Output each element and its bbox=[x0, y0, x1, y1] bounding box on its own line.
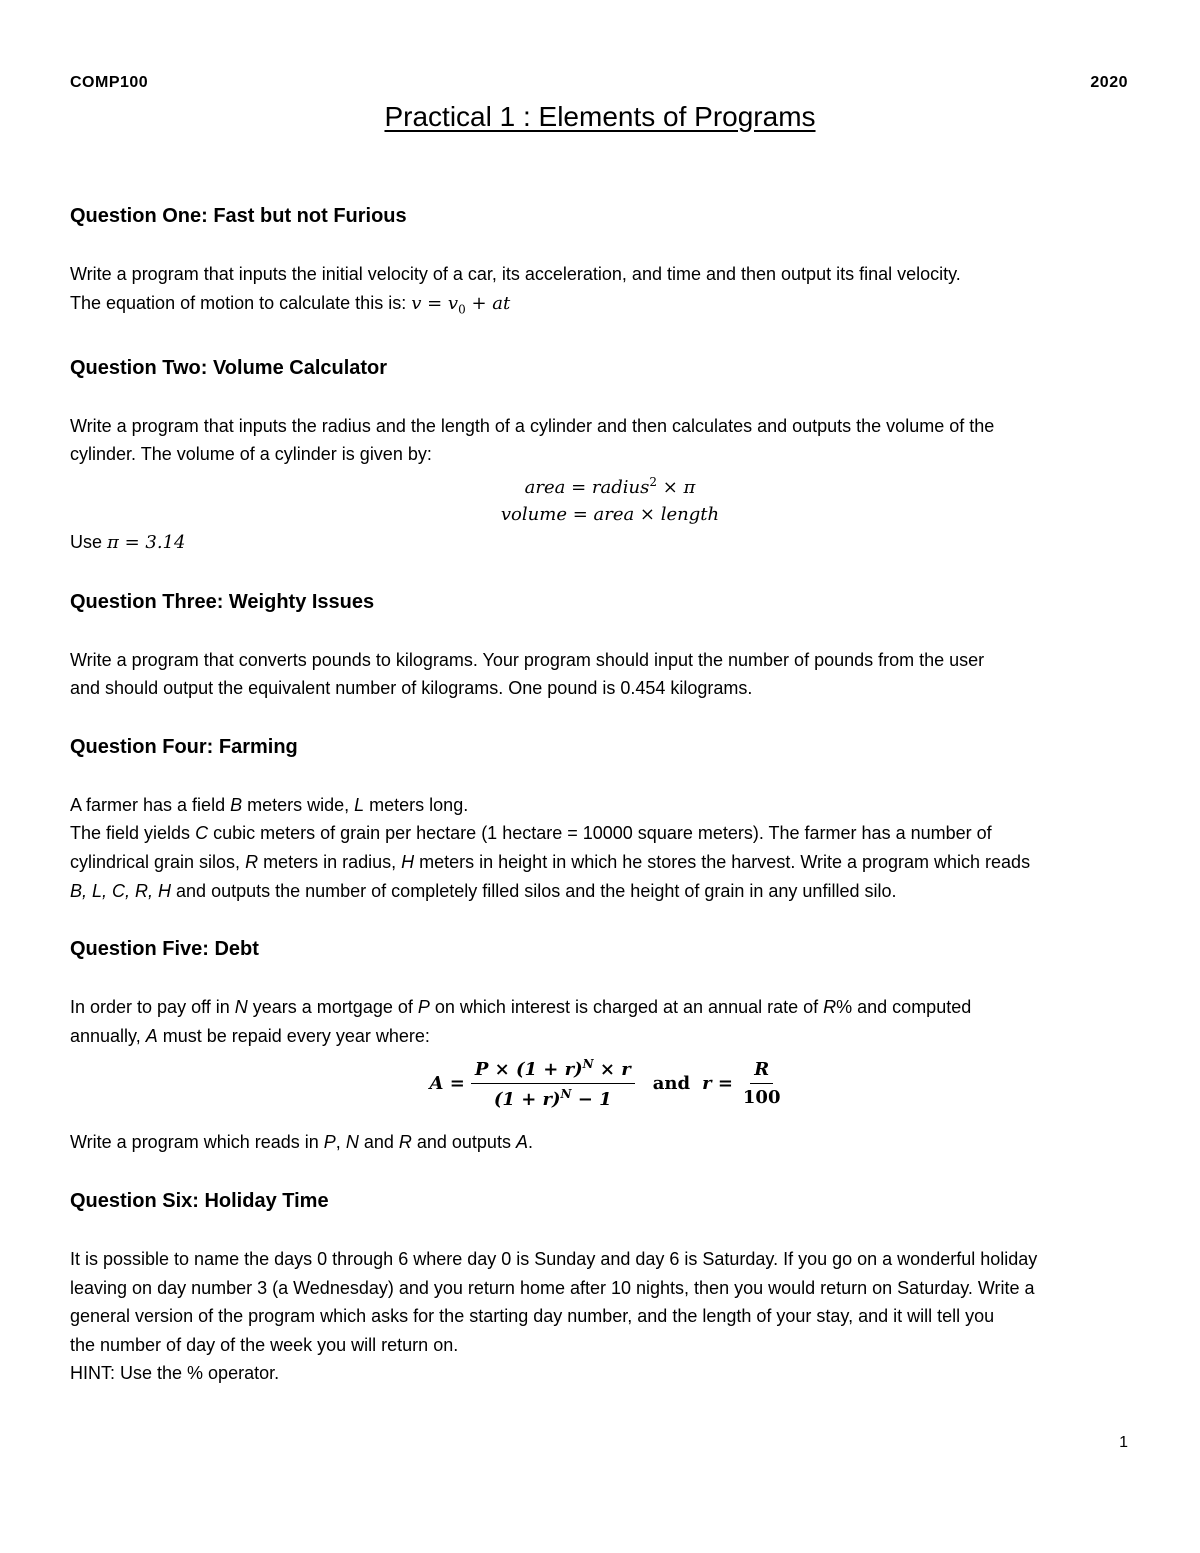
course-code: COMP100 bbox=[70, 74, 149, 91]
question-five-text-1: In order to pay off in N years a mortgage of P on which interest is charged at an annual rate of R% and computed bbox=[70, 997, 972, 1018]
question-five bbox=[70, 936, 1150, 1157]
question-two-text-1: Write a program that inputs the radius and the length of a cylinder and then calculates and outputs the volume of the bbox=[70, 415, 995, 436]
equation-intro: The equation of motion to calculate this is: bbox=[70, 292, 412, 313]
question-four-heading: Question Four: Farming bbox=[70, 735, 298, 758]
question-one bbox=[70, 203, 1150, 324]
question-three-heading: Question Three: Weighty Issues bbox=[70, 590, 375, 613]
motion-equation: $v = v_0$ + at bbox=[411, 292, 511, 317]
question-six-heading: Question Six: Holiday Time bbox=[70, 1189, 329, 1212]
question-one-text: Write a program that inputs the initial velocity of a car, its acceleration, and time and then output its final velocity. bbox=[70, 264, 961, 284]
question-four-text-4: B, L, C, R, H and outputs the number of completely filled silos and the height of grain in any unfilled silo. bbox=[70, 880, 897, 901]
question-six-text-4: the number of day of the week you will return on. bbox=[70, 1334, 459, 1355]
document-body bbox=[70, 203, 1150, 1388]
question-four-text-2: The field yields C cubic meters of grain per hectare (1 hectare = 10000 square meters). The farmer has a number of bbox=[70, 823, 992, 844]
question-four-text-1: A farmer has a field B meters wide, L meters long. bbox=[70, 794, 469, 815]
page-number: 1 bbox=[1119, 1434, 1128, 1451]
question-two-text-2: cylinder. The volume of a cylinder is given by: bbox=[70, 444, 432, 465]
repayment-fraction: $\frac{P \times (1 + r)^N \times r}{(1 + r)^N - 1}$ bbox=[471, 1057, 635, 1110]
repayment-formula: A = $\frac{P \times (1 + r)^N \times r}{(1 + r)^N - 1}$ and r = $\frac{R}{100}$ bbox=[70, 1054, 1150, 1112]
rate-fraction: $\frac{R}{100}$ bbox=[742, 1058, 781, 1108]
question-six-text-2: leaving on day number 3 (a Wednesday) and you return home after 10 nights, then you would return on Saturday. Write a bbox=[70, 1277, 1035, 1298]
year: 2020 bbox=[1090, 74, 1128, 91]
question-one-equation-line bbox=[70, 289, 1150, 324]
page-title: Practical 1 : Elements of Programs bbox=[384, 101, 816, 132]
question-two bbox=[70, 355, 1150, 558]
question-four bbox=[70, 734, 1150, 905]
question-four-text-3: cylindrical grain silos, R meters in radius, H meters in height in which he stores the harvest. Write a program which reads bbox=[70, 851, 1031, 872]
question-six bbox=[70, 1188, 1150, 1388]
pi-value-line: Use π = 3.14 bbox=[70, 531, 186, 553]
volume-equation: volume = area × length bbox=[500, 503, 720, 525]
question-six-text-1: It is possible to name the days 0 through 6 where day 0 is Sunday and day 6 is Saturday. If you go on a wonderful holiday bbox=[70, 1248, 1038, 1269]
question-five-text-3: Write a program which reads in P, N and R and outputs A. bbox=[70, 1132, 533, 1153]
question-six-hint: HINT: Use the % operator. bbox=[70, 1363, 280, 1384]
question-three-text-2: and should output the equivalent number of kilograms. One pound is 0.454 kilograms. bbox=[70, 678, 753, 699]
question-two-heading: Question Two: Volume Calculator bbox=[70, 356, 388, 379]
question-five-heading: Question Five: Debt bbox=[70, 938, 259, 961]
question-five-text-2: annually, A must be repaid every year where: bbox=[70, 1025, 430, 1046]
question-one-heading: Question One: Fast but not Furious bbox=[70, 205, 407, 227]
question-six-text-3: general version of the program which asks for the starting day number, and the length of your stay, and it will tell you bbox=[70, 1306, 995, 1327]
question-three bbox=[70, 589, 1150, 703]
area-equation: area = radius$^2$ × π bbox=[524, 474, 696, 498]
question-three-text-1: Write a program that converts pounds to kilograms. Your program should input the number of pounds from the user bbox=[70, 649, 985, 670]
